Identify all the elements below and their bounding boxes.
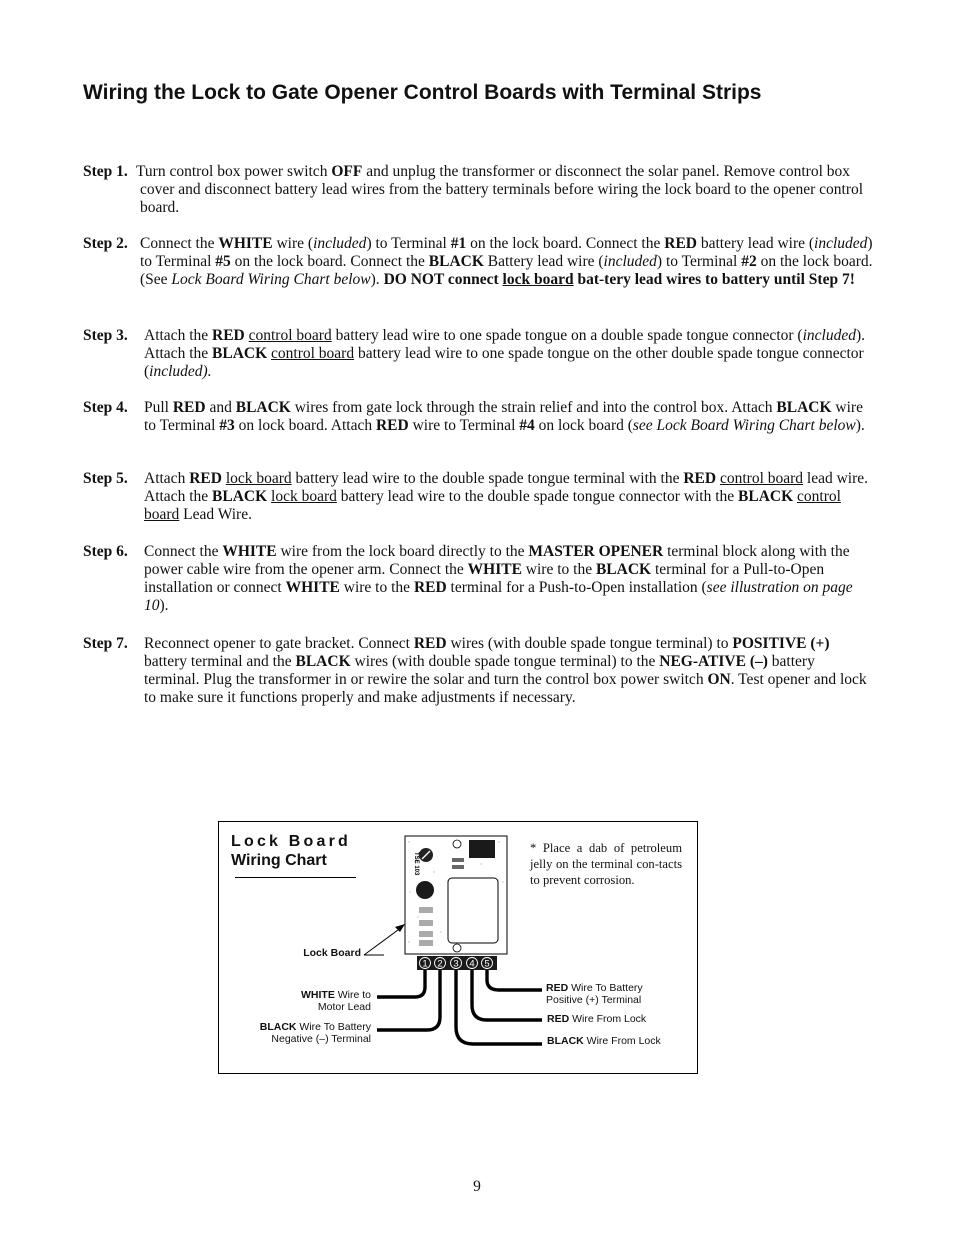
text-run: RED (413, 635, 447, 652)
step-text (144, 470, 873, 524)
text-run: and (205, 399, 236, 416)
text-run: battery lead wire ( (696, 235, 815, 252)
white-wire-label: WHITE Wire to Motor Lead (301, 989, 371, 1013)
corrosion-note: * Place a dab of petroleum jelly on the terminal con-tacts to prevent corrosion. (530, 841, 682, 887)
text-run: battery terminal. Plug the transformer in or rewire the solar and turn the control box power switch (144, 653, 815, 688)
text-run: battery lead wire to one spade tongue on a double spade tongue connector ( (331, 327, 803, 344)
terminal-label: 2 (437, 958, 443, 970)
text-run: on the lock board. Connect the (466, 235, 665, 252)
text-run: BLACK (212, 345, 268, 362)
step-text (144, 635, 873, 707)
text-run: RED (375, 417, 409, 434)
black-battery-wire-label: BLACK Wire To Battery Negative (–) Terminal (259, 1021, 371, 1045)
step-label: Step 2. (83, 235, 128, 252)
text-run: Lock Board Wiring Chart below (171, 271, 371, 288)
text-run: #5 (215, 253, 231, 270)
text-run: BLACK (212, 488, 268, 505)
text-run: ). (159, 597, 169, 614)
red-battery-wire (487, 970, 542, 990)
text-run: wires (with double spade tongue terminal) to the (350, 653, 660, 670)
relay-icon (469, 840, 495, 858)
lock-board-label: Lock Board (303, 947, 361, 959)
text-run: control board (248, 327, 332, 344)
text-run: Reconnect opener to gate bracket. Connect (144, 635, 414, 652)
text-run: wire ( (272, 235, 314, 252)
text-run: ). (855, 417, 865, 434)
red-lock-wire-label: RED Wire From Lock (547, 1013, 647, 1025)
text-run: WHITE (285, 579, 340, 596)
text-run: wire to Terminal (144, 399, 863, 434)
text-run: RED (664, 235, 697, 252)
step-text (144, 543, 873, 615)
text-run: lock board (225, 470, 292, 487)
text-run: battery lead wire to the double spade tongue terminal with the (291, 470, 684, 487)
step-text (140, 235, 873, 289)
text-run: DO NOT connect (383, 271, 503, 288)
red-battery-wire-label: RED Wire To Battery Positive (+) Terminal (546, 982, 643, 1006)
text-run: wire to Terminal (408, 417, 520, 434)
text-run: battery terminal and the (144, 653, 296, 670)
page-number: 9 (473, 1178, 481, 1195)
text-run: NEG-ATIVE (–) (659, 653, 768, 670)
text-run: terminal for a Pull-to-Open installation or connect (144, 561, 825, 596)
text-run: BLACK (428, 253, 484, 270)
text-run: see illustration on page 10 (144, 579, 853, 614)
step-3 (83, 327, 873, 381)
text-run: RED (212, 327, 245, 344)
black-battery-wire (377, 970, 440, 1030)
step-label: Step 5. (83, 470, 128, 487)
step-6 (83, 543, 873, 615)
red-lock-wire (472, 970, 542, 1020)
text-run: ) to Terminal (366, 235, 451, 252)
chart-title-line-2: Wiring Chart (231, 852, 327, 869)
text-run: Attach (144, 470, 190, 487)
text-run: included (603, 253, 657, 270)
text-run: Lead Wire. (179, 506, 252, 523)
step-label: Step 1. (83, 163, 128, 180)
text-run: wire to the (521, 561, 596, 578)
text-run: Battery lead wire ( (483, 253, 604, 270)
step-text (136, 163, 873, 217)
text-run: wires from gate lock through the strain relief and into the control box. Attach (290, 399, 777, 416)
text-run: RED (413, 579, 447, 596)
step-text (144, 399, 873, 435)
text-run: Connect the (144, 543, 223, 560)
step-1 (83, 163, 873, 217)
white-wire (377, 970, 425, 997)
text-run: BLACK (235, 399, 291, 416)
black-lock-wire (456, 970, 542, 1044)
text-run: RED (189, 470, 222, 487)
text-run: included). (149, 363, 212, 380)
step-7 (83, 635, 873, 707)
text-run: #3 (219, 417, 235, 434)
text-run: MASTER OPENER (528, 543, 664, 560)
text-run: WHITE (218, 235, 273, 252)
step-label: Step 4. (83, 399, 128, 416)
text-run: ON (707, 671, 731, 688)
component-window (448, 878, 498, 943)
wires (377, 970, 542, 1044)
text-run: see Lock Board Wiring Chart below (632, 417, 856, 434)
text-run: wire from the lock board directly to the (276, 543, 529, 560)
text-run: OFF (331, 163, 363, 180)
text-run: wire to the (339, 579, 414, 596)
terminal-label: 3 (453, 958, 459, 970)
step-label: Step 7. (83, 635, 128, 652)
text-run: bat-tery lead wires to battery until Step 7! (573, 271, 855, 288)
text-run: #1 (450, 235, 467, 252)
text-run: and unplug the transformer or disconnect the solar panel. Remove control box cover and disconnect battery lead wires from the battery terminals before wiring the lock board to the opener control board. (140, 163, 864, 216)
step-4 (83, 399, 873, 435)
page-title: Wiring the Lock to Gate Opener Control Boards with Terminal Strips (83, 81, 762, 104)
text-run: Pull (144, 399, 173, 416)
text-run: BLACK (295, 653, 351, 670)
text-run: WHITE (222, 543, 277, 560)
step-5 (83, 470, 873, 524)
text-run: included (802, 327, 856, 344)
text-run: on the lock board. (See (140, 253, 873, 288)
text-run: Attach the (144, 327, 213, 344)
black-lock-wire-label: BLACK Wire From Lock (547, 1035, 661, 1047)
text-run: control board (719, 470, 804, 487)
text-run: ). (370, 271, 384, 288)
text-run: terminal block along with the power cable wire from the opener arm. Connect the (144, 543, 850, 578)
step-label: Step 6. (83, 543, 128, 560)
text-run: . Test opener and lock to make sure it functions properly and make adjustments if necessary. (144, 671, 867, 706)
text-run: Connect the (140, 235, 219, 252)
text-run: BLACK (776, 399, 832, 416)
text-run: included (814, 235, 868, 252)
text-run: #4 (519, 417, 535, 434)
terminal-label: 1 (422, 958, 428, 970)
text-run: WHITE (467, 561, 522, 578)
text-run: POSITIVE (+) (732, 635, 830, 652)
text-run: ). Attach the (144, 327, 865, 362)
text-run: BLACK (595, 561, 652, 578)
lock-board-wiring-chart (218, 821, 698, 1074)
board-marking: TSE 103 (413, 852, 419, 876)
text-run: BLACK (738, 488, 794, 505)
mount-hole-icon (453, 840, 461, 848)
text-run: on the lock board. Connect the (230, 253, 429, 270)
capacitor-icon (416, 881, 434, 899)
text-run: terminal for a Push-to-Open installation ( (446, 579, 707, 596)
text-run: ) to Terminal (140, 235, 873, 270)
text-run: #2 (741, 253, 757, 270)
text-run: battery lead wire to the double spade tongue connector with the (336, 488, 739, 505)
text-run: included (313, 235, 367, 252)
text-run: ) to Terminal (656, 253, 742, 270)
text-run: battery lead wire to one spade tongue on the other double spade tongue connector ( (144, 345, 864, 380)
text-run: control board (144, 488, 841, 523)
text-run: RED (683, 470, 717, 487)
text-run: Turn control box power switch (136, 163, 332, 180)
text-run: on lock board ( (534, 417, 633, 434)
step-label: Step 3. (83, 327, 128, 344)
step-text (144, 327, 873, 381)
text-run: lock board (271, 488, 337, 505)
text-run: control board (271, 345, 355, 362)
terminal-label: 5 (484, 958, 490, 970)
chart-title-line-1: Lock Board (231, 833, 352, 850)
text-run: lead wire. Attach the (144, 470, 869, 505)
step-2 (83, 235, 873, 289)
text-run: lock board (502, 271, 574, 288)
text-run: on lock board. Attach (234, 417, 376, 434)
terminal-label: 4 (469, 958, 475, 970)
text-run: RED (172, 399, 206, 416)
text-run: wires (with double spade tongue terminal) to (446, 635, 733, 652)
